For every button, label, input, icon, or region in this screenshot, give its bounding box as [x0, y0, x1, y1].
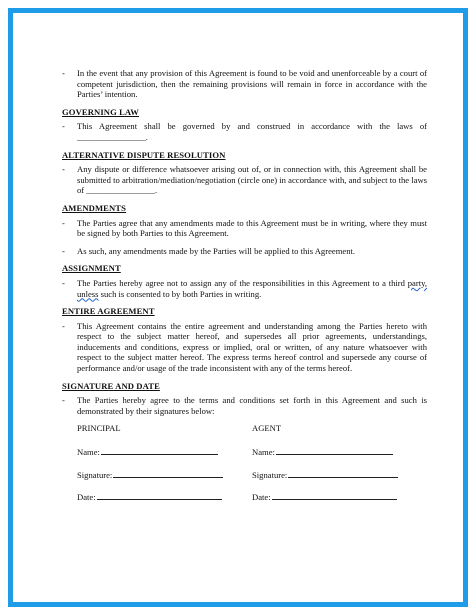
- agent-signature-field[interactable]: [288, 469, 398, 478]
- agent-name-row: [252, 446, 427, 458]
- amendments-text-1: The Parties agree that any amendments made to this Agreement must be in writing, where they must be signed by both Parties to this Agreement.: [77, 217, 427, 239]
- assignment-text-after: such is consented to by both Parties in writing.: [98, 288, 262, 299]
- dispute-resolution-heading: ALTERNATIVE DISPUTE RESOLUTION: [62, 149, 226, 160]
- dispute-resolution-text: Any dispute or difference whatsoever arising out of, or in connection with, this Agreement shall be submitted to arbitration/mediation/negotiation (circle one) in accordance with, and subject to the laws of ________________.: [77, 164, 427, 196]
- governing-law-text: This Agreement shall be governed by and construed in accordance with the laws of ________________.: [77, 121, 427, 142]
- bullet-dash: -: [62, 320, 65, 331]
- agent-name-label: Name:: [252, 447, 275, 458]
- agent-date-label: Date:: [252, 492, 271, 503]
- agent-date-row: [252, 491, 427, 503]
- bullet-dash: -: [62, 121, 65, 132]
- provision-text: In the event that any provision of this Agreement is found to be void and unenforceable by a court of competent jurisdiction, then the remaining provisions will remain in force in accordance with the Parties’ intention.: [77, 68, 427, 100]
- document-content: [60, 68, 427, 514]
- principal-column: [77, 423, 252, 513]
- principal-signature-field[interactable]: [113, 469, 223, 478]
- principal-signature-row: [77, 469, 252, 481]
- amendments-item-1: [60, 218, 427, 239]
- bullet-dash: -: [62, 217, 65, 228]
- agent-signature-label: Signature:: [252, 469, 288, 480]
- signature-heading: SIGNATURE AND DATE: [62, 380, 160, 391]
- agent-date-field[interactable]: [272, 491, 397, 500]
- entire-agreement-text: This Agreement contains the entire agreement and understanding among the Parties hereto with respect to the subject matter hereof, and supersedes all prior agreements, understandings, inducements and conditions, express or implied, oral or written, of any nature whatsoever with respect to the subject matter hereof. The express terms hereof control and supersede any course of performance and/or usage of the trade inconsistent with any of the terms hereof.: [77, 320, 427, 374]
- principal-name-label: Name:: [77, 447, 100, 458]
- assignment-heading: ASSIGNMENT: [62, 263, 121, 274]
- bullet-dash: -: [62, 164, 65, 175]
- amendments-item-2: [60, 246, 427, 257]
- governing-law-item: [60, 121, 427, 142]
- assignment-item: [60, 278, 427, 299]
- bullet-dash: -: [62, 68, 65, 78]
- entire-agreement-heading: ENTIRE AGREEMENT: [62, 306, 155, 317]
- governing-law-heading: GOVERNING LAW: [62, 106, 139, 117]
- signature-item: [60, 395, 427, 416]
- signature-block: [77, 423, 427, 513]
- principal-name-row: [77, 446, 252, 458]
- document-page: [8, 8, 468, 607]
- entire-agreement-item: [60, 321, 427, 374]
- bullet-dash: -: [62, 245, 65, 256]
- signature-text: The Parties hereby agree to the terms and conditions set forth in this Agreement and such is demonstrated by their signatures below:: [77, 395, 427, 416]
- principal-name-field[interactable]: [101, 446, 218, 455]
- principal-date-field[interactable]: [97, 491, 222, 500]
- agent-signature-row: [252, 469, 427, 481]
- bullet-dash: -: [62, 395, 65, 406]
- bullet-dash: -: [62, 277, 65, 288]
- amendments-heading: AMENDMENTS: [62, 202, 127, 213]
- provision-item: [60, 68, 427, 100]
- principal-date-row: [77, 491, 252, 503]
- agent-name-field[interactable]: [276, 446, 393, 455]
- agent-column: [252, 423, 427, 513]
- principal-signature-label: Signature:: [77, 469, 113, 480]
- assignment-text-flagged: party, unless: [77, 277, 427, 299]
- principal-label: PRINCIPAL: [77, 423, 121, 434]
- agent-label: AGENT: [252, 423, 282, 434]
- amendments-text-2: As such, any amendments made by the Parties will be applied to this Agreement.: [77, 245, 356, 256]
- assignment-text-before: The Parties hereby agree not to assign any of the responsibilities in this Agreement to a third: [77, 277, 408, 288]
- dispute-resolution-item: [60, 164, 427, 196]
- principal-date-label: Date:: [77, 492, 96, 503]
